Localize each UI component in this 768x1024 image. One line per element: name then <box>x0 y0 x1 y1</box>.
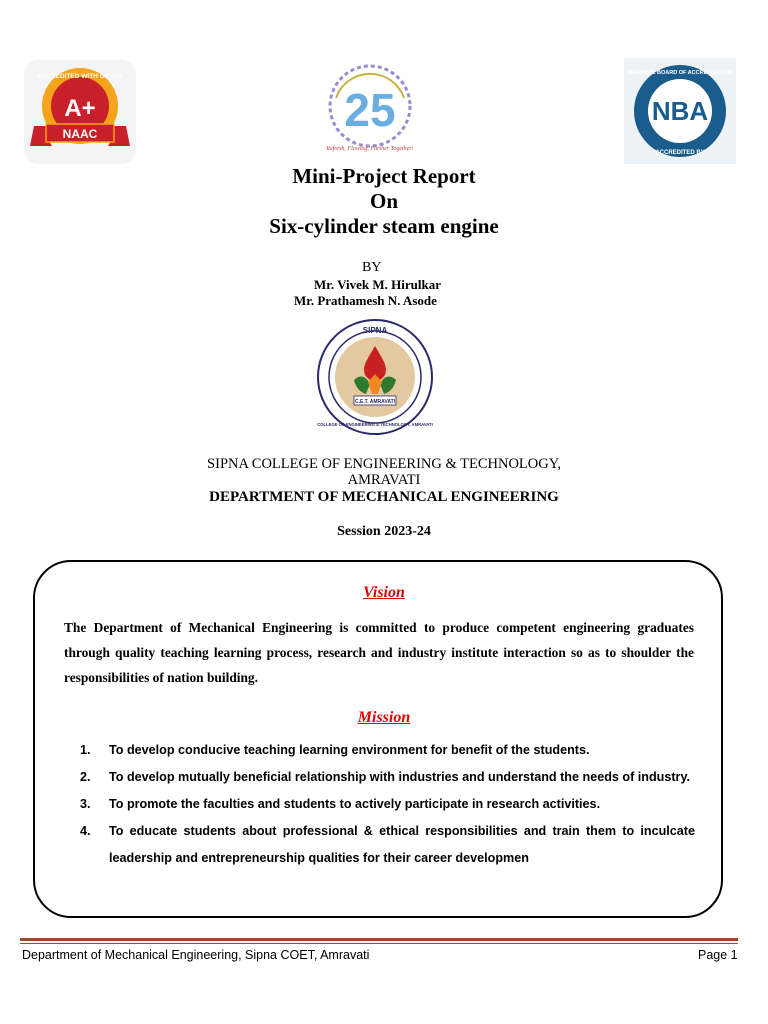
report-title-line3: Six-cylinder steam engine <box>269 214 499 238</box>
college-name-line2: AMRAVATI <box>347 472 421 488</box>
mission-item-number: 1. <box>80 743 91 757</box>
seal-banner-text: C.E.T. AMRAVATI <box>354 399 396 405</box>
author-1: Mr. Vivek M. Hirulkar <box>314 277 441 292</box>
mission-list <box>80 737 695 872</box>
mission-item <box>80 764 695 791</box>
anniversary-number: 25 <box>344 84 396 136</box>
naac-grade-text: A+ <box>64 95 96 122</box>
footer-rule-thin <box>20 943 738 944</box>
seal-ring-text: COLLEGE OF ENGINEERING & TECHNOLOGY, AMRAVATI <box>317 422 433 427</box>
naac-ring-text: ACCREDITED WITH GRADE <box>36 73 124 80</box>
college-name-line1: SIPNA COLLEGE OF ENGINEERING & TECHNOLOGY, <box>207 456 561 472</box>
naac-accreditation-logo <box>24 60 136 164</box>
mission-item-number: 4. <box>80 824 91 838</box>
author-2: Mr. Prathamesh N. Asode <box>294 293 437 308</box>
mission-item-text: To develop conducive teaching learning environment for benefit of the students. <box>109 743 590 757</box>
nba-ring-text: NATIONAL BOARD OF ACCREDITATION <box>627 70 733 76</box>
session-label: Session 2023-24 <box>337 524 431 539</box>
mission-item <box>80 818 695 872</box>
nba-acronym: NBA <box>651 96 709 126</box>
mission-item <box>80 791 695 818</box>
anniversary-logo <box>314 58 426 160</box>
footer-page-number: Page 1 <box>698 948 738 962</box>
vision-statement: The Department of Mechanical Engineering is committed to produce competent engineering graduates through quality teaching learning process, research and industry institute interaction so as to shoulder the responsibilities of nation building. <box>64 620 694 685</box>
footer-department: Department of Mechanical Engineering, Sipna COET, Amravati <box>22 948 370 962</box>
footer-rule <box>20 938 738 941</box>
vision-heading: Vision <box>363 584 405 601</box>
report-title-line2: On <box>369 189 398 213</box>
mission-item-number: 2. <box>80 770 91 784</box>
mission-item <box>80 737 695 764</box>
mission-heading: Mission <box>357 709 411 726</box>
mission-item-text: To develop mutually beneficial relationship with industries and understand the needs of industry. <box>109 770 691 784</box>
mission-item-text: To promote the faculties and students to actively participate in research activities. <box>109 797 601 811</box>
nba-accreditation-logo <box>624 58 736 164</box>
seal-top-text: SIPNA <box>362 326 388 335</box>
report-title-line1: Mini-Project Report <box>292 164 476 188</box>
by-label: BY <box>362 260 382 275</box>
department-name: DEPARTMENT OF MECHANICAL ENGINEERING <box>209 489 559 505</box>
nba-bottom-text: ACCREDITED BY <box>655 150 705 156</box>
mission-item-number: 3. <box>80 797 91 811</box>
college-seal <box>316 318 434 436</box>
naac-label-text: NAAC <box>62 127 98 141</box>
mission-item-text: To educate students about professional & ethical responsibilities and train them to inculcate leadership and entrepreneurship qualities for their career developmen <box>109 824 695 865</box>
anniversary-tagline: Refresh, Flowing, Further Together! <box>326 146 414 152</box>
